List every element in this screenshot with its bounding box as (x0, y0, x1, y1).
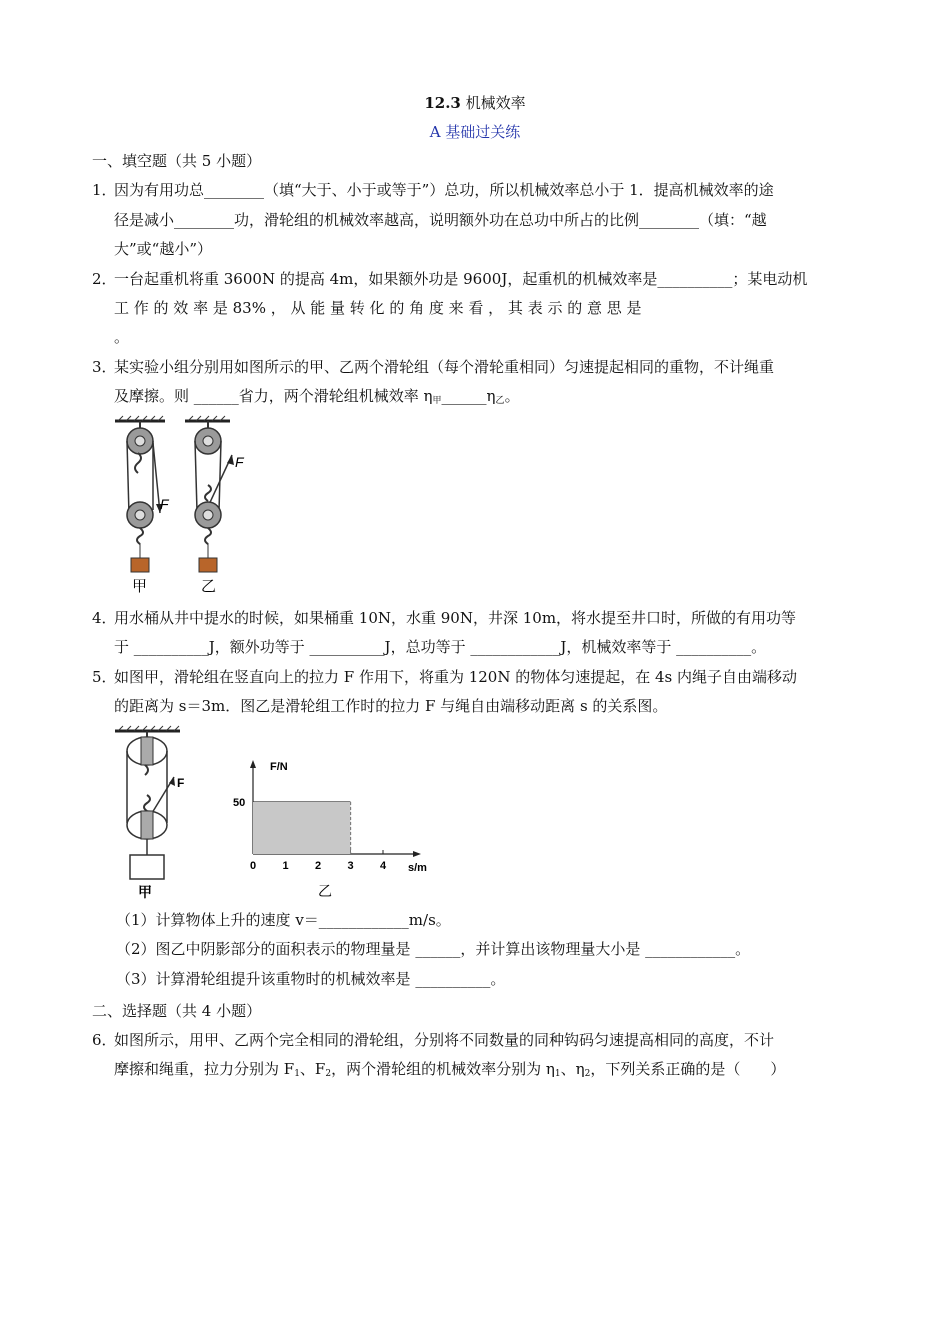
question-text: 于 __________J，额外功等于 __________J，总功等于 ____________J，机械效率等于 __________。 (114, 638, 767, 656)
shaded-area (253, 802, 351, 854)
x-tick-label: 0 (250, 860, 257, 872)
sub-question-3: （3）计算滑轮组提升该重物时的机械效率是 __________。 (116, 970, 506, 988)
question-text: 的距离为 s＝3m．图乙是滑轮组工作时的拉力 F 与绳自由端移动距离 s 的关系图。 (114, 697, 668, 715)
figure-label-yi: 乙 (318, 884, 332, 900)
figure-label-jia: 甲 (138, 885, 152, 900)
page-title: 12.3 机械效率 (424, 94, 526, 112)
question-text: 用水桶从井中提水的时候，如果桶重 10N，水重 90N，井深 10m，将水提至井口时，所做的有用功等 (114, 609, 797, 627)
force-label: F (235, 454, 244, 470)
question-text: 径是减小________功，滑轮组的机械效率越高，说明额外功在总功中所占的比例________（填：“越 (114, 211, 767, 229)
question-text: 。 (114, 328, 130, 346)
question-number: 3． (92, 358, 117, 376)
x-tick-label: 4 (380, 860, 387, 872)
question-number: 2． (92, 270, 117, 288)
pulley-system-jia (115, 416, 170, 595)
question-text: 如图所示，用甲、乙两个完全相同的滑轮组，分别将不同数量的同种钩码匀速提高相同的高度，不计 (114, 1031, 775, 1049)
pulley-figure-jia (110, 725, 200, 900)
x-tick-label: 2 (315, 860, 322, 872)
force-distance-chart (225, 750, 440, 900)
question-number: 5． (92, 668, 117, 686)
y-axis-label: F/N (270, 761, 288, 773)
question-text: 大”或“越小”） (114, 240, 213, 258)
question-text: 摩擦和绳重，拉力分别为 $F_1$、$F_2$，两个滑轮组的机械效率分别为 $\eta_1$、$\eta_2$，下列关系正确的是（ ） (114, 1060, 786, 1079)
question-text: 工 作 的 效 率 是 83% ， 从 能 量 转 化 的 角 度 来 看 ， 其 表 示 的 意 思 是 (114, 299, 642, 317)
sub-question-2: （2）图乙中阴影部分的面积表示的物理量是 ______，并计算出该物理量大小是 ____________。 (116, 940, 751, 958)
figure-label-yi: 乙 (201, 577, 217, 595)
pulley-system-yi (185, 416, 245, 595)
question-text: 如图甲，滑轮组在竖直向上的拉力 F 作用下，将重为 120N 的物体匀速提起，在 4s 内绳子自由端移动 (114, 668, 798, 686)
question-text: 及摩擦。则 ______省力，两个滑轮组机械效率 $\eta_甲\_\_\_\_\_\_\eta_乙$。 (114, 387, 520, 406)
sub-question-1: （1）计算物体上升的速度 v＝____________m/s。 (116, 911, 451, 929)
force-label: F (177, 776, 185, 790)
figure-label-jia: 甲 (132, 577, 148, 595)
question-text: 一台起重机将重 3600N 的提高 4m，如果额外功是 9600J，起重机的机械效率是__________；某电动机 (114, 270, 808, 288)
question-number: 4． (92, 609, 117, 627)
question-text: 因为有用功总________（填“大于、小于或等于”）总功，所以机械效率总小于 1．提高机械效率的途 (114, 181, 774, 199)
x-tick-label: 1 (282, 860, 289, 872)
question-text: 某实验小组分别用如图所示的甲、乙两个滑轮组（每个滑轮重相同）匀速提起相同的重物，不计绳重 (114, 358, 775, 376)
question-number: 1． (92, 181, 117, 199)
section-heading-multiple-choice: 二、选择题（共 4 小题） (92, 1002, 262, 1020)
pulley-figure-jia-yi (110, 415, 260, 595)
y-tick-label: 50 (233, 797, 246, 809)
force-label: F (160, 496, 169, 512)
question-number: 6． (92, 1031, 117, 1049)
x-axis-label: s/m (408, 862, 427, 874)
x-tick-label: 3 (347, 860, 354, 872)
section-heading-fill-blank: 一、填空题（共 5 小题） (92, 152, 262, 170)
page-subtitle: A 基础过关练 (429, 123, 521, 141)
